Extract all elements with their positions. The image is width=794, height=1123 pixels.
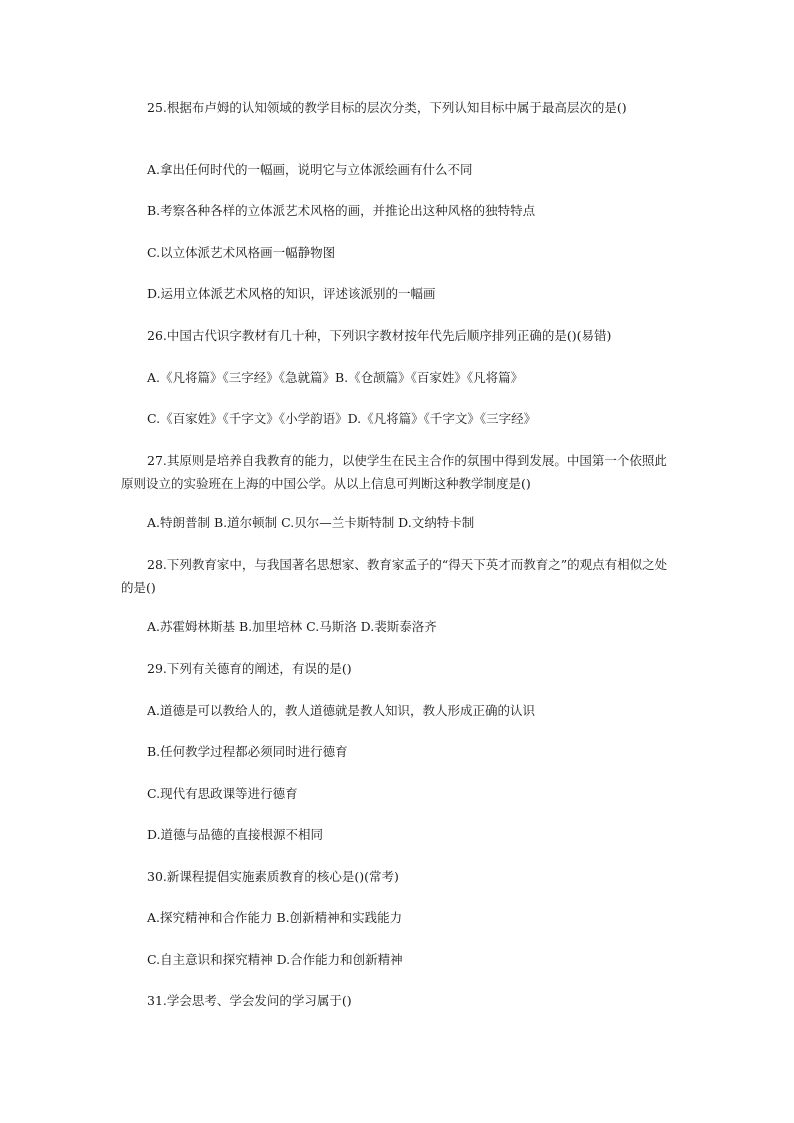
question-26-options-cd: C.《百家姓》《千字文》《小学韵语》D.《凡将篇》《千字文》《三字经》 — [147, 411, 537, 426]
question-30: 30.新课程提倡实施素质教育的核心是()(常考) — [147, 869, 399, 884]
question-29: 29.下列有关德育的阐述，有误的是() — [147, 661, 352, 676]
question-25: 25.根据布卢姆的认知领域的教学目标的层次分类，下列认知目标中属于最高层次的是() — [147, 100, 627, 115]
question-25-option-a: A.拿出任何时代的一幅画，说明它与立体派绘画有什么不同 — [147, 162, 473, 177]
question-30-options-cd: C.自主意识和探究精神 D.合作能力和创新精神 — [147, 952, 403, 967]
question-25-option-c: C.以立体派艺术风格画一幅静物图 — [147, 245, 336, 260]
question-27-options: A.特朗普制 B.道尔顿制 C.贝尔—兰卡斯特制 D.文纳特卡制 — [147, 515, 475, 530]
question-25-option-b: B.考察各种各样的立体派艺术风格的画，并推论出这种风格的独特特点 — [147, 203, 536, 218]
question-29-option-d: D.道德与品德的直接根源不相同 — [147, 827, 324, 842]
question-26: 26.中国古代识字教材有几十种，下列识字教材按年代先后顺序排列正确的是()(易错) — [147, 328, 612, 343]
question-27: 27.其原则是培养自我教育的能力，以使学生在民主合作的氛围中得到发展。中国第一个依照此原则设立的实验班在上海的中国公学。从以上信息可判断这种教学制度是() — [121, 453, 667, 491]
question-28: 28.下列教育家中，与我国著名思想家、教育家孟子的“得天下英才而教育之”的观点有相似之处的是() — [121, 557, 668, 595]
question-28-options: A.苏霍姆林斯基 B.加里培林 C.马斯洛 D.裴斯泰洛齐 — [147, 619, 437, 634]
question-29-option-c: C.现代有思政课等进行德育 — [147, 786, 298, 801]
question-25-option-d: D.运用立体派艺术风格的知识，评述该派别的一幅画 — [147, 286, 436, 301]
question-26-options-ab: A.《凡将篇》《三字经》《急就篇》B.《仓颉篇》《百家姓》《凡将篇》 — [147, 370, 524, 385]
question-29-option-a: A.道德是可以教给人的，教人道德就是教人知识，教人形成正确的认识 — [147, 703, 536, 718]
question-31: 31.学会思考、学会发问的学习属于() — [147, 993, 352, 1008]
question-30-options-ab: A.探究精神和合作能力 B.创新精神和实践能力 — [147, 910, 403, 925]
question-29-option-b: B.任何教学过程都必须同时进行德育 — [147, 744, 348, 759]
